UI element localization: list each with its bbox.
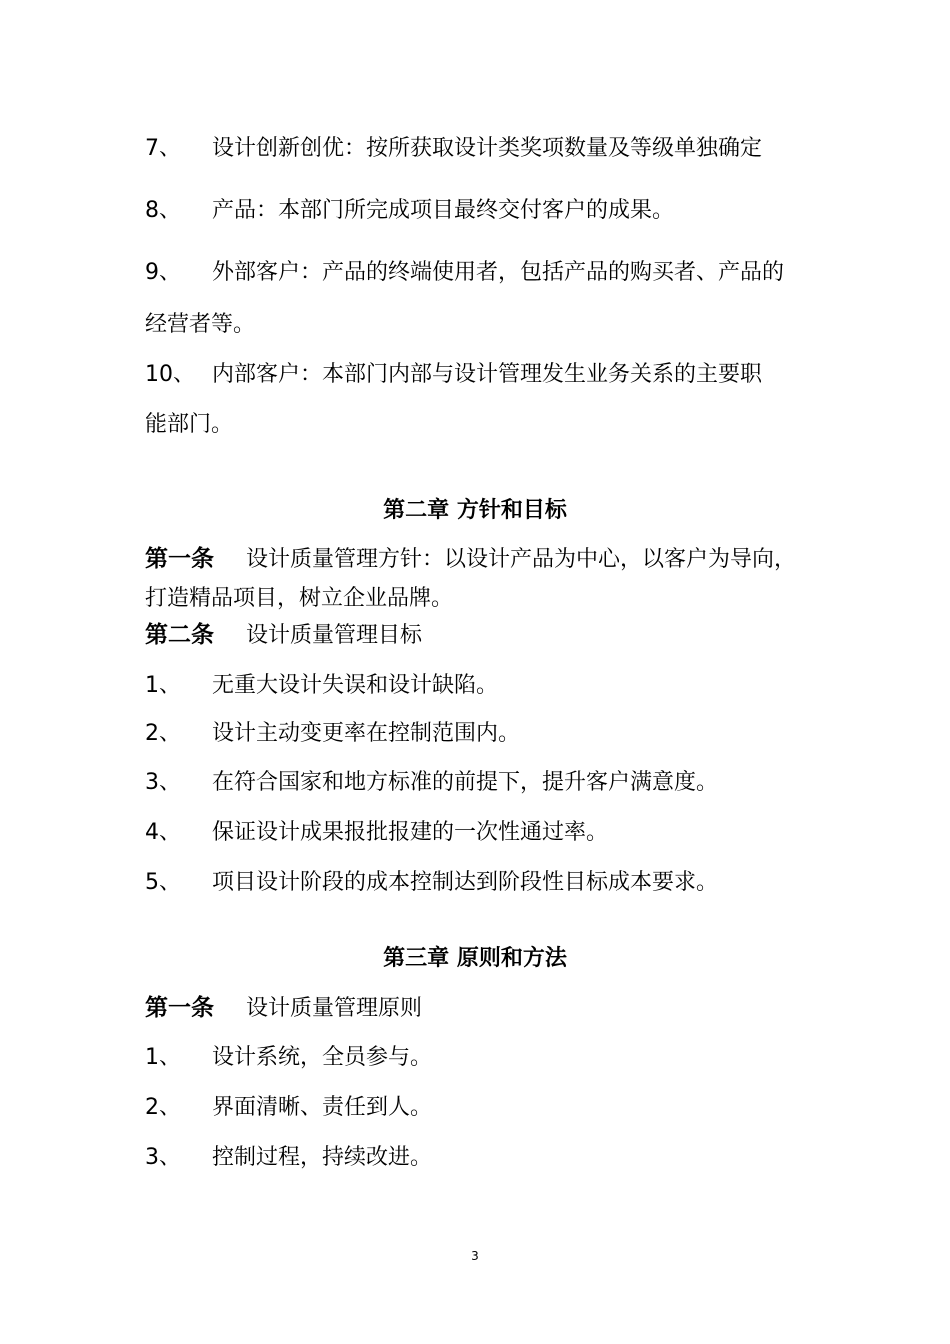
list-item (145, 198, 674, 224)
item-number: 9、 (145, 260, 181, 285)
article-1 (145, 546, 796, 573)
article-continuation: 打造精品项目，树立企业品牌。 (145, 586, 454, 611)
item-text: 界面清晰、责任到人。 (212, 1095, 433, 1120)
chapter-2-title: 第二章 方针和目标 (383, 498, 567, 523)
list-item-continuation: 能部门。 (145, 412, 234, 437)
list-item (145, 1045, 432, 1071)
item-number: 5、 (145, 870, 181, 895)
list-item (145, 870, 718, 896)
item-text: 控制过程，持续改进。 (212, 1145, 433, 1170)
list-item (145, 673, 498, 699)
list-item (145, 1145, 432, 1171)
article-text: 设计质量管理原则 (246, 996, 423, 1021)
item-number: 2、 (145, 1095, 181, 1120)
article-label: 第二条 (145, 622, 214, 648)
item-number: 1、 (145, 1045, 181, 1070)
page-number: 3 (471, 1249, 479, 1263)
list-item (145, 1095, 432, 1121)
chapter-3-title: 第三章 原则和方法 (383, 946, 567, 971)
article-label: 第一条 (145, 995, 214, 1021)
item-text: 设计创新创优：按所获取设计类奖项数量及等级单独确定 (212, 136, 763, 161)
item-text: 无重大设计失误和设计缺陷。 (212, 673, 499, 698)
item-text: 设计主动变更率在控制范围内。 (212, 721, 521, 746)
list-item (145, 721, 520, 747)
item-number: 10、 (145, 362, 195, 387)
article-2 (145, 622, 422, 649)
item-number: 2、 (145, 721, 181, 746)
item-text: 项目设计阶段的成本控制达到阶段性目标成本要求。 (212, 870, 719, 895)
list-item (145, 362, 762, 388)
item-number: 1、 (145, 673, 181, 698)
article-text: 设计质量管理方针：以设计产品为中心，以客户为导向， (246, 547, 797, 572)
item-text: 产品：本部门所完成项目最终交付客户的成果。 (212, 198, 675, 223)
list-item (145, 820, 608, 846)
item-text: 内部客户：本部门内部与设计管理发生业务关系的主要职 (212, 362, 763, 387)
item-text: 设计系统，全员参与。 (212, 1045, 433, 1070)
item-text: 外部客户：产品的终端使用者，包括产品的购买者、产品的 (212, 260, 785, 285)
list-item-continuation: 经营者等。 (145, 312, 256, 337)
article-label: 第一条 (145, 546, 214, 572)
article-1 (145, 995, 422, 1022)
list-item (145, 770, 718, 796)
item-number: 3、 (145, 770, 181, 795)
item-number: 4、 (145, 820, 181, 845)
list-item (145, 260, 784, 286)
item-text: 在符合国家和地方标准的前提下，提升客户满意度。 (212, 770, 719, 795)
list-item (145, 136, 762, 162)
item-number: 3、 (145, 1145, 181, 1170)
article-text: 设计质量管理目标 (246, 623, 423, 648)
item-number: 8、 (145, 198, 181, 223)
item-text: 保证设计成果报批报建的一次性通过率。 (212, 820, 609, 845)
item-number: 7、 (145, 136, 181, 161)
